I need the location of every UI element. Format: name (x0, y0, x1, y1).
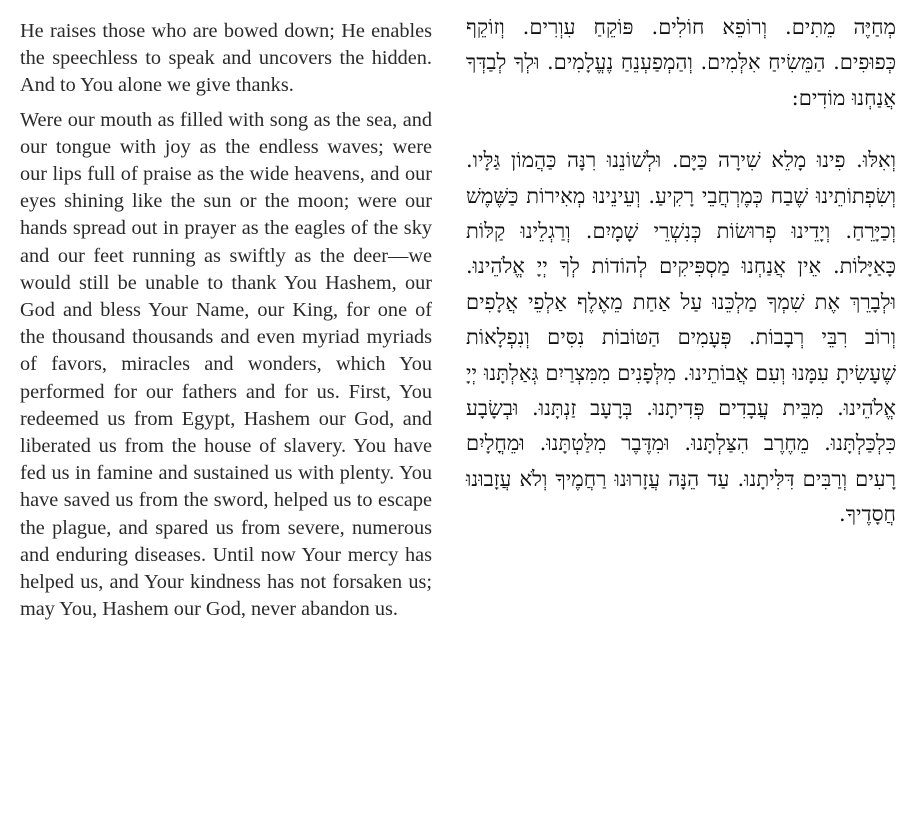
english-column (20, 18, 432, 623)
english-paragraph-2: Were our mouth as filled with song as the sea, and our tongue with joy as the endless waves; were our lips full of praise as the wide heavens, and our eyes shining like the sun or the moon; were our hands spread out in prayer as the eagles of the sky and our feet running as swiftly as the deer—we would still be unable to thank You Hashem, our God and bless Your Name, our King, for one of the thousand thousands and even myriad myriads of favors, miracles and wonders, which You performed for our fathers and for us. First, You redeemed us from Egypt, Hashem our God, and liberated us from the house of slavery. You have fed us in famine and sustained us with plenty. You have saved us from the sword, helped us to escape the plague, and spared us from severe, numerous and enduring diseases. Until now Your mercy has helped us, and Your kindness has not forsaken us; may You, Hashem our God, never abandon us. (20, 108, 432, 621)
english-paragraph-1: He raises those who are bowed down; He enables the speechless to speak and uncovers the hidden. And to You alone we give thanks. (20, 20, 432, 97)
hebrew-column (466, 10, 896, 533)
hebrew-paragraph-1: מְחַיֶּה מֵתִים. וְרוֹפֵא חוֹלִים. פּוֹקֵחַ עִוְרִים. וְזוֹקֵף כְּפוּפִים. הַמֵּשִׂיחַ אִלְּמִים. וְהַמְפַעְנֵחַ נֶעֱלָמִים. וּלְךָ לְבַדְּךָ אֲנַחְנוּ מוֹדִים: (466, 15, 896, 110)
hebrew-paragraph-2: וְאִלּוּ. פִינוּ מָלֵא שִׁירָה כַּיָּם. וּלְשׁוֹנֵנוּ רִנָּה כַּהֲמוֹן גַּלָּיו. וְשִׂפְתוֹתֵינוּ שֶׁבַח כְּמֶרְחֲבֵי רָקִיעַ. וְעֵינֵינוּ מְאִירוֹת כַּשֶּׁמֶשׁ וְכַיָּרֵחַ. וְיָדֵינוּ פְרוּשׂוֹת כְּנִשְׁרֵי שָׁמָיִם. וְרַגְלֵינוּ קַלּוֹת כָּאַיָּלוֹת. אֵין אֲנַחְנוּ מַסְפִּיקִים לְהוֹדוֹת לְךָ יְיָ אֱלֹהֵינוּ. וּלְבָרֵךְ אֶת שִׁמְךָ מַלְכֵּנוּ עַל אַחַת מֵאֶלֶף אַלְפֵי אֲלָפִים וְרוֹב רִבֵּי רְבָבוֹת. פְּעָמִים הַטּוֹבוֹת נִסִּים וְנִפְלָאוֹת שֶׁעָשִׂיתָ עִמָּנוּ וְעִם אֲבוֹתֵינוּ. מִלְּפָנִים מִמִּצְרַיִם גְּאַלְתָּנוּ יְיָ אֱלֹהֵינוּ. מִבֵּית עֲבָדִים פְּדִיתָנוּ. בְּרָעָב זַנְתָּנוּ. וּבְשָׂבָע כִּלְכַּלְתָּנוּ. מֵחֶרֶב הִצַּלְתָּנוּ. וּמִדֶּבֶר מִלַּטְתָּנוּ. וּמֵחֳלָיִם רָעִים וְרַבִּים דִּלִּיתָנוּ. עַד הֵנָּה עֲזָרוּנוּ רַחֲמֶיךָ וְלֹא עֲזָבוּנוּ חֲסָדֶיךָ. (466, 148, 896, 527)
